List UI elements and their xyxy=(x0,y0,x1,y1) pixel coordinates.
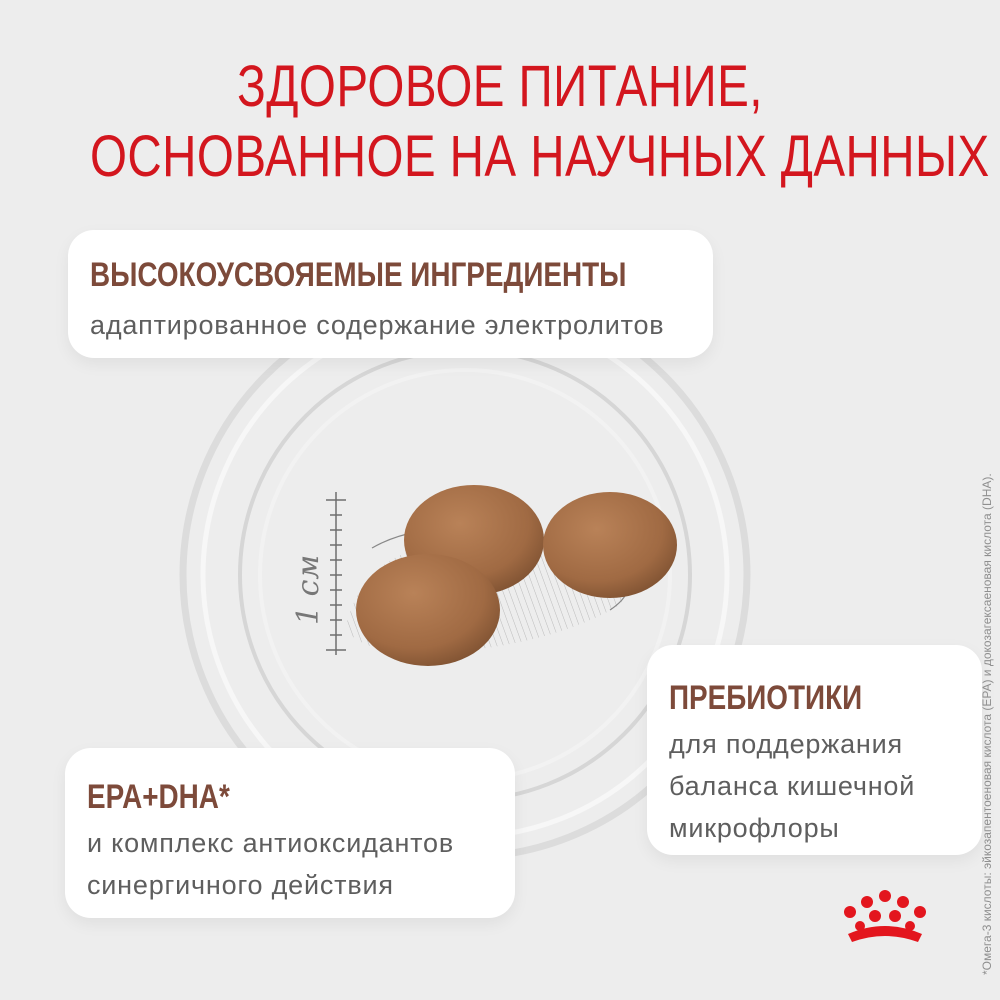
card-prebiotics xyxy=(647,645,982,855)
title-line-1: ЗДОРОВОЕ ПИТАНИЕ, xyxy=(237,54,763,119)
kibble-front xyxy=(356,554,500,666)
card-prebiotics-heading: ПРЕБИОТИКИ xyxy=(669,679,863,717)
card-prebiotics-text xyxy=(669,723,915,849)
footnote: *Омега-3 кислоты: эйкозапентоеновая кислота (EPA) и докозагексаеновая кислота (DHA). xyxy=(980,473,994,975)
card-ingredients-heading: ВЫСОКОУСВОЯЕМЫЕ ИНГРЕДИЕНТЫ xyxy=(90,256,627,294)
card-epa-dha-line: и комплекс антиоксидантов xyxy=(87,828,454,858)
card-ingredients-text: адаптированное содержание электролитов xyxy=(90,310,665,340)
card-epa-dha-text xyxy=(87,822,454,906)
kibble-right xyxy=(543,492,677,598)
card-prebiotics-line: для поддержания xyxy=(669,729,903,759)
title-line-2: ОСНОВАННОЕ НА НАУЧНЫХ ДАННЫХ xyxy=(90,124,990,189)
card-prebiotics-line: баланса кишечной xyxy=(669,771,916,801)
card-prebiotics-line: микрофлоры xyxy=(669,813,840,843)
scale-label: 1 см xyxy=(291,554,326,625)
card-epa-dha-heading: EPA+DHA* xyxy=(87,778,230,816)
card-epa-dha-line: синергичного действия xyxy=(87,870,394,900)
card-ingredients xyxy=(68,230,713,358)
card-epa-dha xyxy=(65,748,515,918)
scale-ruler xyxy=(326,492,346,655)
crown-logo-icon xyxy=(830,888,940,948)
